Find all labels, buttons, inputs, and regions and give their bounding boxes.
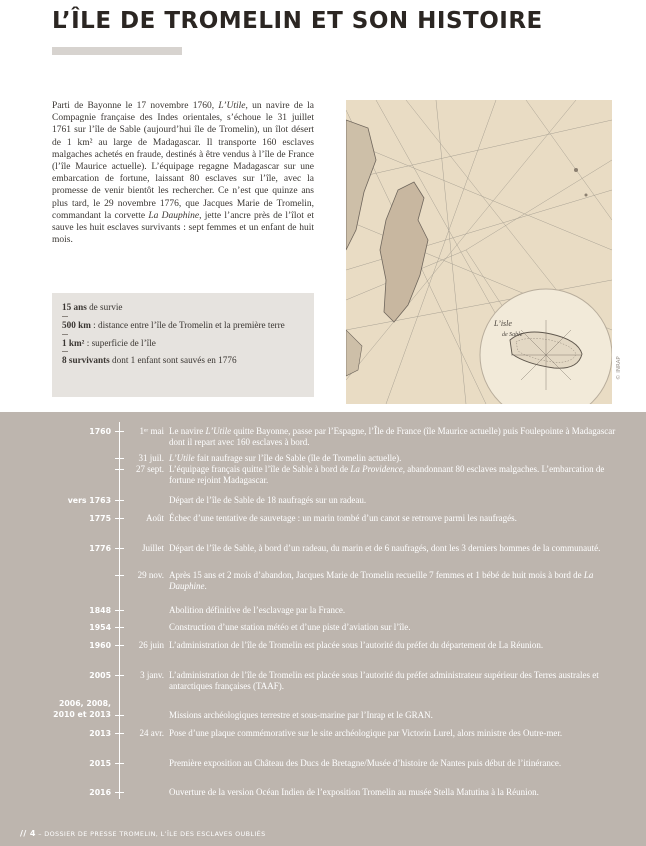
page-title: L’ÎLE DE TROMELIN ET SON HISTOIRE: [52, 8, 543, 34]
timeline-event: [169, 464, 619, 486]
map-illustration: [346, 100, 612, 404]
timeline-date: 24 avr.: [139, 728, 164, 738]
timeline-tick: [115, 518, 124, 519]
timeline-event: Missions archéologiques terrestre et sous-marine par l’Inrap et le GRAN.: [169, 710, 433, 720]
timeline-event: [169, 426, 619, 448]
footer-text: – DOSSIER DE PRESSE TROMELIN, L’ÎLE DES ESCLAVES OUBLIÉS: [35, 830, 266, 838]
timeline-year: 1848: [89, 606, 111, 615]
timeline-tick: [115, 458, 124, 459]
fact-figure: 500 km: [62, 319, 91, 330]
timeline-event: Première exposition au Château des Ducs de Bretagne/Musée d’histoire de Nantes puis début de l’itinérance.: [169, 758, 562, 768]
timeline-date: 3 janv.: [140, 670, 164, 680]
fact-text: : distance entre l’île de Tromelin et la première terre: [90, 319, 285, 330]
timeline-tick: [115, 575, 124, 576]
intro-text-2: , un navire de la Compagnie française des Indes orientales, s’échoue le 31 juillet 1761 sur l’île de Sable (aujourd’hui île de Tromelin), un îlot désert de 1 km² au large de Madagascar. Il transporte 160 esclaves malgaches achetés en fraude, destinés à être vendus à l’île de France (l’île Maurice actuelle). L’équipage regagne Madagascar sur une embarcation de fortune, laissant 80 esclaves sur l’île, avec la promesse de venir bientôt les rechercher. Ce n’est que quinze ans plus tard, le 29 novembre 1776, que Jacques Marie de Tromelin, commandant la corvette: [52, 101, 315, 221]
timeline-event: Construction d’une station météo et d’une piste d’aviation sur l’île.: [169, 622, 411, 632]
timeline-year: 2005: [89, 671, 111, 680]
timeline-event: L’administration de l’île de Tromelin est placée sous l’autorité du préfet du département de La Réunion.: [169, 640, 544, 650]
timeline-date: 31 juil.: [138, 453, 164, 463]
timeline-date: 27 sept.: [136, 464, 164, 474]
image-credit: © INRAP: [616, 356, 622, 380]
fact-divider: [62, 334, 68, 335]
map-label-line1: L’isle: [494, 319, 512, 328]
historical-map-image: [346, 100, 612, 404]
timeline-tick: [115, 733, 124, 734]
title-underline-bar: [52, 47, 182, 55]
intro-ship-utile: L’Utile: [218, 101, 246, 111]
fact-divider: [62, 316, 68, 317]
event-ship-name: L’Utile: [169, 453, 195, 463]
timeline-year: 1775: [89, 514, 111, 523]
intro-text-1: Parti de Bayonne le 17 novembre 1760,: [52, 101, 219, 111]
timeline-tick: [115, 500, 124, 501]
fact-text: de survie: [86, 302, 123, 312]
timeline-date: 29 nov.: [137, 570, 164, 580]
timeline-tick: [115, 431, 124, 432]
event-ship-name: La Dauphine: [169, 570, 594, 592]
timeline-tick: [115, 792, 124, 793]
page-footer: [20, 829, 266, 838]
timeline-year: 2006, 2008,: [58, 699, 111, 708]
event-ship-name: La Providence: [350, 464, 403, 474]
event-text: L’équipage français quitte l’île de Sable à bord de: [169, 464, 351, 474]
map-label-line2: de Sable: [502, 332, 523, 338]
timeline-event: Échec d’une tentative de sauvetage : un marin tombé d’un canot se retrouve parmi les naufragés.: [169, 513, 517, 523]
timeline-event: Départ de l’île de Sable de 18 naufragés sur un radeau.: [169, 495, 367, 505]
timeline-date: 1ᵉʳ mai: [139, 426, 164, 436]
timeline-event: L’administration de l’île de Tromelin est placée sous l’autorité du préfet administrateur supérieur des Terres australes et antarctiques françaises (TAAF).: [169, 670, 599, 692]
timeline-tick: [115, 610, 124, 611]
key-facts-box: [52, 293, 314, 397]
timeline-date: 26 juin: [138, 640, 164, 650]
fact-item: [62, 355, 304, 366]
event-text: Après 15 ans et 2 mois d’abandon, Jacques Marie de Tromelin recueille 7 femmes et 1 bébé de huit mois à bord de: [169, 570, 584, 580]
timeline-event: Abolition définitive de l’esclavage par la France.: [169, 605, 346, 615]
event-text: Le navire: [169, 426, 206, 436]
fact-figure: 15 ans: [62, 302, 87, 312]
fact-item: [62, 320, 304, 331]
fact-text: dont 1 enfant sont sauvés en 1776: [109, 355, 237, 366]
intro-paragraph: [52, 100, 314, 246]
timeline-year: 1954: [89, 623, 111, 632]
timeline-tick: [115, 645, 124, 646]
timeline-tick: [115, 627, 124, 628]
timeline-year: 2015: [89, 759, 111, 768]
timeline-event: [169, 570, 619, 592]
page-number: // 4: [20, 829, 36, 838]
timeline-year: 1760: [89, 427, 111, 436]
timeline-tick: [115, 715, 124, 716]
timeline-year: 1960: [89, 641, 111, 650]
fact-divider: [62, 351, 68, 352]
timeline-tick: [115, 675, 124, 676]
timeline-event: Départ de l’île de Sable, à bord d’un radeau, du marin et de 6 naufragés, dont les 3 derniers hommes de la communauté.: [169, 543, 601, 553]
timeline-year: 1776: [89, 544, 111, 553]
event-text: quitte Bayonne, passe par l’Espagne, l’Île de France (île Maurice actuelle) puis Foulepointe à Madagascar dont il repart avec 160 esclaves à bord.: [169, 426, 616, 448]
intro-text-3: , jette l’ancre près de l’îlot et sauve les huit esclaves survivants : sept femmes et un enfant de huit mois.: [52, 210, 314, 246]
fact-figure: 8 survivants: [62, 355, 110, 366]
timeline-year: 2013: [89, 729, 111, 738]
timeline-event: [169, 453, 619, 464]
timeline-date: Août: [146, 513, 164, 523]
timeline-event: Ouverture de la version Océan Indien de l’exposition Tromelin au musée Stella Matutina à la Réunion.: [169, 787, 539, 797]
event-text: fait naufrage sur l’île de Sable (île de Tromelin actuelle).: [194, 453, 402, 463]
fact-figure: 1 km²: [62, 337, 85, 348]
fact-text: : superficie de l’île: [84, 337, 156, 348]
timeline-tick: [115, 763, 124, 764]
fact-item: [62, 338, 304, 349]
timeline-date: Juillet: [142, 543, 164, 553]
timeline-tick: [115, 548, 124, 549]
event-text: , abandonnant 80 esclaves malgaches. L’embarcation de fortune rejoint Madagascar.: [169, 464, 605, 486]
timeline-year: vers 1763: [67, 496, 111, 505]
event-text: .: [204, 581, 207, 592]
event-ship-name: L’Utile: [205, 426, 232, 436]
timeline-year: 2010 et 2013: [53, 710, 111, 719]
timeline-event: Pose d’une plaque commémorative sur le site archéologique par Victorin Lurel, alors ministre des Outre-mer.: [169, 728, 563, 738]
timeline-year: 2016: [89, 788, 111, 797]
intro-ship-dauphine: La Dauphine: [148, 210, 200, 221]
timeline-tick: [115, 469, 124, 470]
fact-item: [62, 302, 304, 313]
